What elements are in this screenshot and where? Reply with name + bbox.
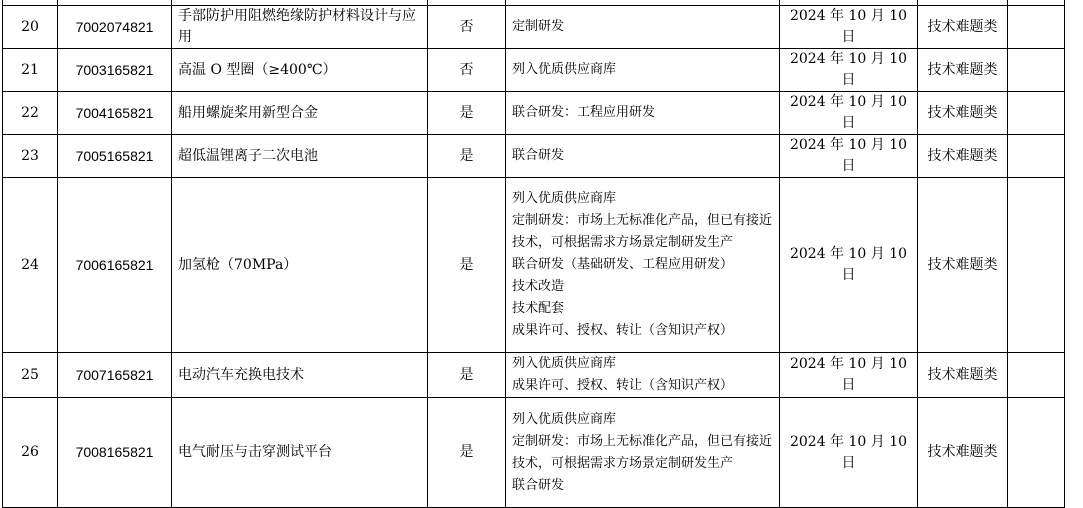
table-row <box>3 49 1065 92</box>
row-flag: 是 <box>428 178 506 353</box>
row-flag: 是 <box>428 92 506 135</box>
mode-line: 列入优质供应商库 <box>512 356 617 371</box>
row-empty <box>1008 178 1065 353</box>
row-flag: 是 <box>428 398 506 508</box>
row-code: 7007165821 <box>58 353 172 398</box>
mode-line: 列入优质供应商库 <box>512 62 617 77</box>
row-empty <box>1008 398 1065 508</box>
row-code: 7004165821 <box>58 92 172 135</box>
row-modes <box>506 353 780 398</box>
row-date: 2024 年 10 月 10 日 <box>780 49 918 92</box>
row-empty <box>1008 135 1065 178</box>
table-row <box>3 135 1065 178</box>
row-type: 技术难题类 <box>918 6 1008 49</box>
row-flag: 是 <box>428 135 506 178</box>
row-number: 24 <box>3 178 58 353</box>
row-modes <box>506 92 780 135</box>
row-code: 7008165821 <box>58 398 172 508</box>
mode-line: 联合研发：工程应用研发 <box>512 105 656 120</box>
row-type: 技术难题类 <box>918 178 1008 353</box>
mode-line: 列入优质供应商库 <box>512 411 617 427</box>
row-empty <box>1008 92 1065 135</box>
mode-line: 技术配套 <box>512 301 565 316</box>
table-row <box>3 398 1065 508</box>
row-type: 技术难题类 <box>918 353 1008 398</box>
row-modes <box>506 49 780 92</box>
row-type: 技术难题类 <box>918 92 1008 135</box>
mode-line: 定制研发：市场上无标准化产品，但已有接近技术，可根据需求方场景定制研发生产 <box>512 213 773 250</box>
row-date: 2024 年 10 月 10 日 <box>780 6 918 49</box>
row-modes <box>506 178 780 353</box>
table-row <box>3 178 1065 353</box>
row-date: 2024 年 10 月 10 日 <box>780 178 918 353</box>
row-title: 高温 O 型圈（≥400℃） <box>172 49 428 92</box>
row-date: 2024 年 10 月 10 日 <box>780 353 918 398</box>
mode-line: 技术改造 <box>512 279 565 294</box>
row-number: 25 <box>3 353 58 398</box>
row-code: 7005165821 <box>58 135 172 178</box>
table-row <box>3 353 1065 398</box>
row-title: 手部防护用阻燃绝缘防护材料设计与应用 <box>172 6 428 49</box>
mode-line: 联合研发 <box>512 148 565 163</box>
row-modes <box>506 6 780 49</box>
row-flag: 否 <box>428 6 506 49</box>
row-empty <box>1008 353 1065 398</box>
mode-line: 定制研发：市场上无标准化产品，但已有接近技术，可根据需求方场景定制研发生产 <box>512 433 773 471</box>
row-code: 7003165821 <box>58 49 172 92</box>
row-type: 技术难题类 <box>918 49 1008 92</box>
row-code: 7002074821 <box>58 6 172 49</box>
row-modes <box>506 135 780 178</box>
row-title: 加氢枪（70MPa） <box>172 178 428 353</box>
row-number: 21 <box>3 49 58 92</box>
row-title: 船用螺旋桨用新型合金 <box>172 92 428 135</box>
table-row <box>3 92 1065 135</box>
mode-line: 列入优质供应商库 <box>512 191 617 206</box>
mode-line: 定制研发 <box>512 19 565 34</box>
mode-line: 成果许可、授权、转让（含知识产权） <box>512 323 734 338</box>
row-code: 7006165821 <box>58 178 172 353</box>
mode-line: 成果许可、授权、转让（含知识产权） <box>512 378 734 393</box>
row-flag: 是 <box>428 353 506 398</box>
row-title: 超低温锂离子二次电池 <box>172 135 428 178</box>
row-type: 技术难题类 <box>918 398 1008 508</box>
row-modes <box>506 398 780 508</box>
row-type: 技术难题类 <box>918 135 1008 178</box>
row-flag: 否 <box>428 49 506 92</box>
row-title: 电气耐压与击穿测试平台 <box>172 398 428 508</box>
mode-line: 联合研发 <box>512 477 565 493</box>
requirements-table <box>2 0 1065 508</box>
row-date: 2024 年 10 月 10 日 <box>780 135 918 178</box>
row-empty <box>1008 49 1065 92</box>
row-number: 20 <box>3 6 58 49</box>
row-number: 23 <box>3 135 58 178</box>
row-title: 电动汽车充换电技术 <box>172 353 428 398</box>
row-date: 2024 年 10 月 10 日 <box>780 92 918 135</box>
table-row <box>3 6 1065 49</box>
row-date: 2024 年 10 月 10 日 <box>780 398 918 508</box>
row-number: 22 <box>3 92 58 135</box>
row-empty <box>1008 6 1065 49</box>
mode-line: 联合研发（基础研发、工程应用研发） <box>512 257 734 272</box>
row-number: 26 <box>3 398 58 508</box>
